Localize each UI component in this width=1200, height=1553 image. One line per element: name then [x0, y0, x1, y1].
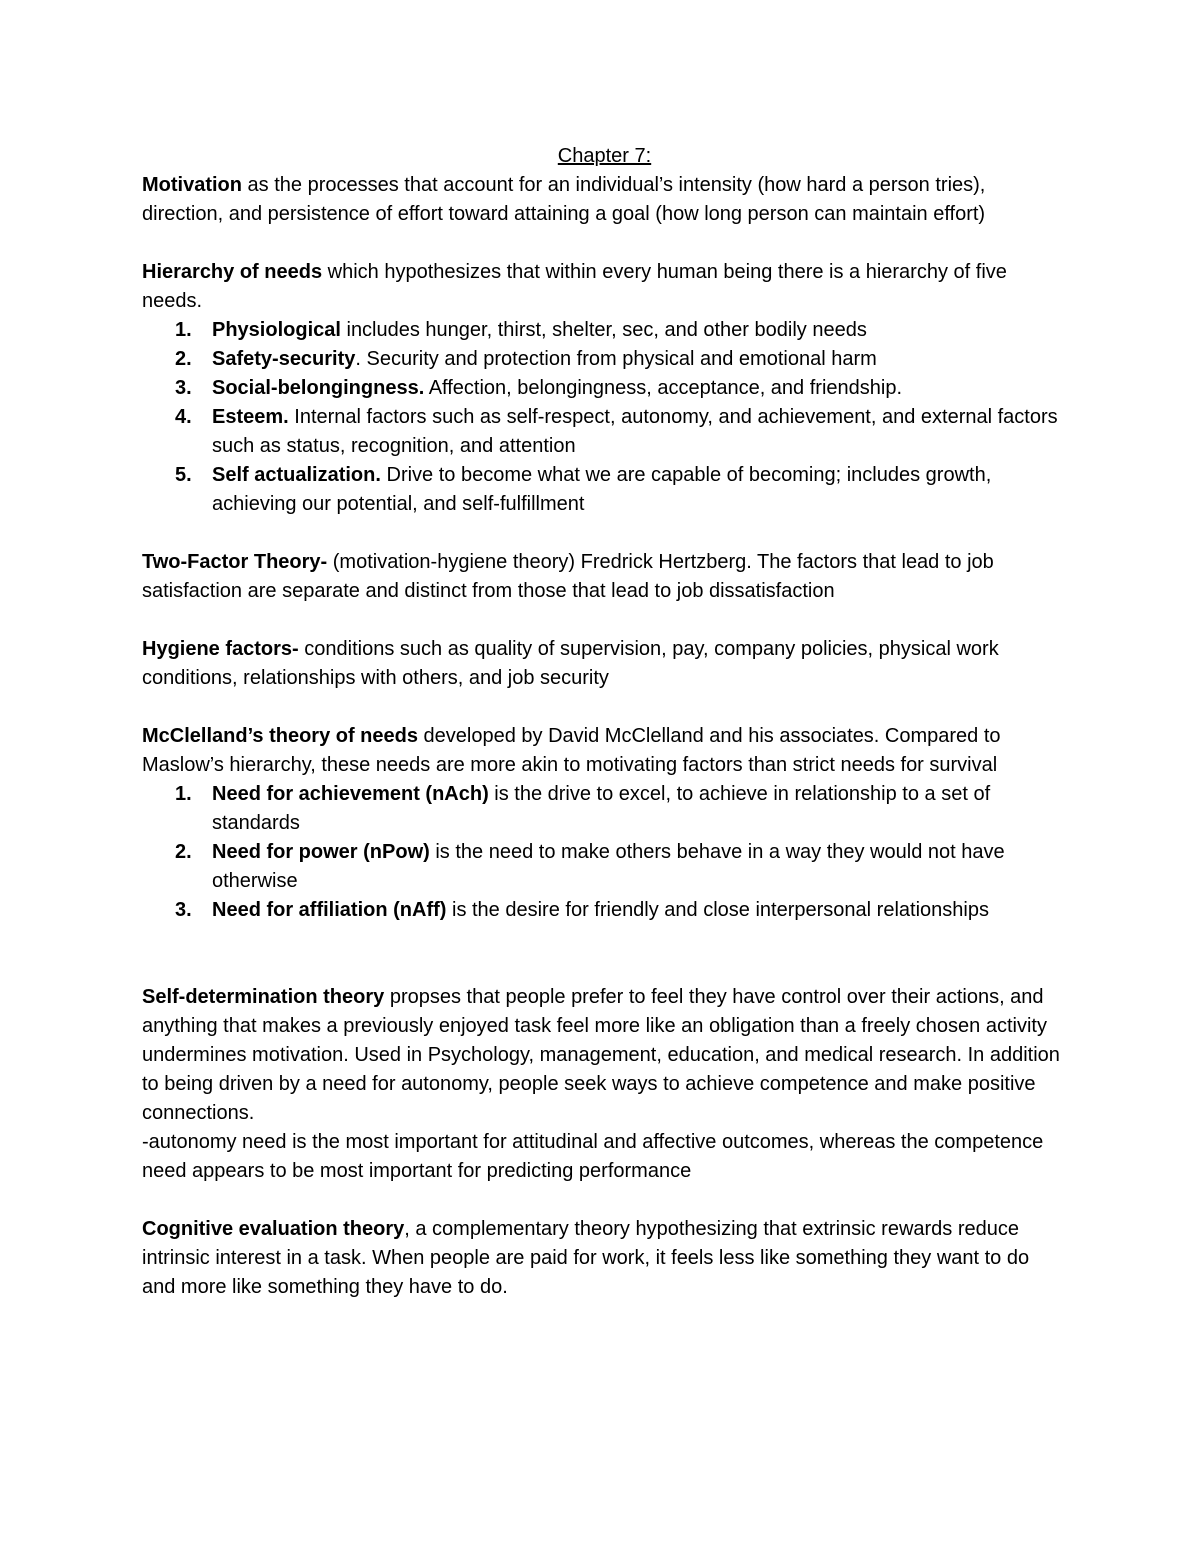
list-item [142, 345, 1067, 374]
spacer [142, 229, 1067, 258]
list-text: is the need to make others behave in a way they would not have otherwise [212, 841, 1005, 892]
cognitive-text: , a complementary theory hypothesizing that extrinsic rewards reduce intrinsic interest in a task. When people are paid for work, it feels less like something they want to do and more like something they have to do. [142, 1218, 1030, 1298]
two-factor-term: Two-Factor Theory- [142, 551, 328, 573]
spacer [142, 519, 1067, 548]
hygiene-text: conditions such as quality of supervision, pay, company policies, physical work conditions, relationships with others, and job security [142, 638, 999, 689]
hygiene-term: Hygiene factors- [142, 638, 299, 660]
list-item [142, 374, 1067, 403]
list-item [142, 780, 1067, 838]
spacer [142, 693, 1067, 722]
hierarchy-paragraph [142, 258, 1067, 316]
list-text: . Security and protection from physical and emotional harm [355, 348, 877, 370]
list-term: Need for affiliation (nAff) [212, 899, 447, 921]
list-term: Need for achievement (nAch) [212, 783, 489, 805]
list-term: Safety-security [212, 348, 356, 370]
list-text: Affection, belongingness, acceptance, and friendship. [424, 377, 903, 399]
hierarchy-list [142, 316, 1067, 519]
hygiene-paragraph [142, 635, 1067, 693]
list-text: is the desire for friendly and close interpersonal relationships [446, 899, 989, 921]
mcclelland-paragraph [142, 722, 1067, 780]
self-determination-paragraph [142, 983, 1067, 1128]
list-text: includes hunger, thirst, shelter, sec, and other bodily needs [340, 319, 867, 341]
list-term: Esteem. [212, 406, 289, 428]
motivation-term: Motivation [142, 174, 242, 196]
mcclelland-list [142, 780, 1067, 925]
list-term: Physiological [212, 319, 341, 341]
self-determination-text: propses that people prefer to feel they have control over their actions, and anything that makes a previously enjoyed task feel more like an obligation than a freely chosen activity undermines motivation. Used in Psychology, management, education, and medical research. In addition to being driven by a need for autonomy, people seek ways to achieve competence and make positive connections. [142, 986, 1060, 1124]
spacer [142, 925, 1067, 983]
list-item [142, 316, 1067, 345]
list-term: Social-belongingness. [212, 377, 425, 399]
list-item [142, 403, 1067, 461]
list-number: 3. [175, 899, 192, 921]
self-determination-note: -autonomy need is the most important for attitudinal and affective outcomes, whereas the competence need appears to be most important for predicting performance [142, 1131, 1044, 1182]
list-text: Drive to become what we are capable of becoming; includes growth, achieving our potential, and self-fulfillment [212, 464, 992, 515]
mcclelland-text: developed by David McClelland and his associates. Compared to Maslow’s hierarchy, these needs are more akin to motivating factors than strict needs for survival [142, 725, 1001, 776]
two-factor-paragraph [142, 548, 1067, 606]
hierarchy-text: which hypothesizes that within every human being there is a hierarchy of five needs. [142, 261, 1007, 312]
list-number: 3. [175, 377, 192, 399]
cognitive-paragraph [142, 1215, 1067, 1302]
list-number: 2. [175, 348, 192, 370]
list-text: Internal factors such as self-respect, autonomy, and achievement, and external factors such as status, recognition, and attention [212, 406, 1058, 457]
motivation-text: as the processes that account for an individual’s intensity (how hard a person tries), direction, and persistence of effort toward attaining a goal (how long person can maintain effort) [142, 174, 986, 225]
spacer [142, 606, 1067, 635]
document-page [142, 142, 1067, 1302]
spacer [142, 1186, 1067, 1215]
cognitive-term: Cognitive evaluation theory [142, 1218, 405, 1240]
list-number: 1. [175, 319, 192, 341]
list-number: 1. [175, 783, 192, 805]
list-number: 5. [175, 464, 192, 486]
list-item [142, 838, 1067, 896]
hierarchy-term: Hierarchy of needs [142, 261, 323, 283]
list-item [142, 461, 1067, 519]
list-text: is the drive to excel, to achieve in relationship to a set of standards [212, 783, 991, 834]
list-number: 4. [175, 406, 192, 428]
motivation-paragraph [142, 171, 1067, 229]
list-term: Self actualization. [212, 464, 381, 486]
two-factor-text: (motivation-hygiene theory) Fredrick Hertzberg. The factors that lead to job satisfaction are separate and distinct from those that lead to job dissatisfaction [142, 551, 994, 602]
list-item [142, 896, 1067, 925]
list-number: 2. [175, 841, 192, 863]
self-determination-term: Self-determination theory [142, 986, 385, 1008]
mcclelland-term: McClelland’s theory of needs [142, 725, 418, 747]
list-term: Need for power (nPow) [212, 841, 430, 863]
page-title: Chapter 7: [557, 145, 652, 167]
